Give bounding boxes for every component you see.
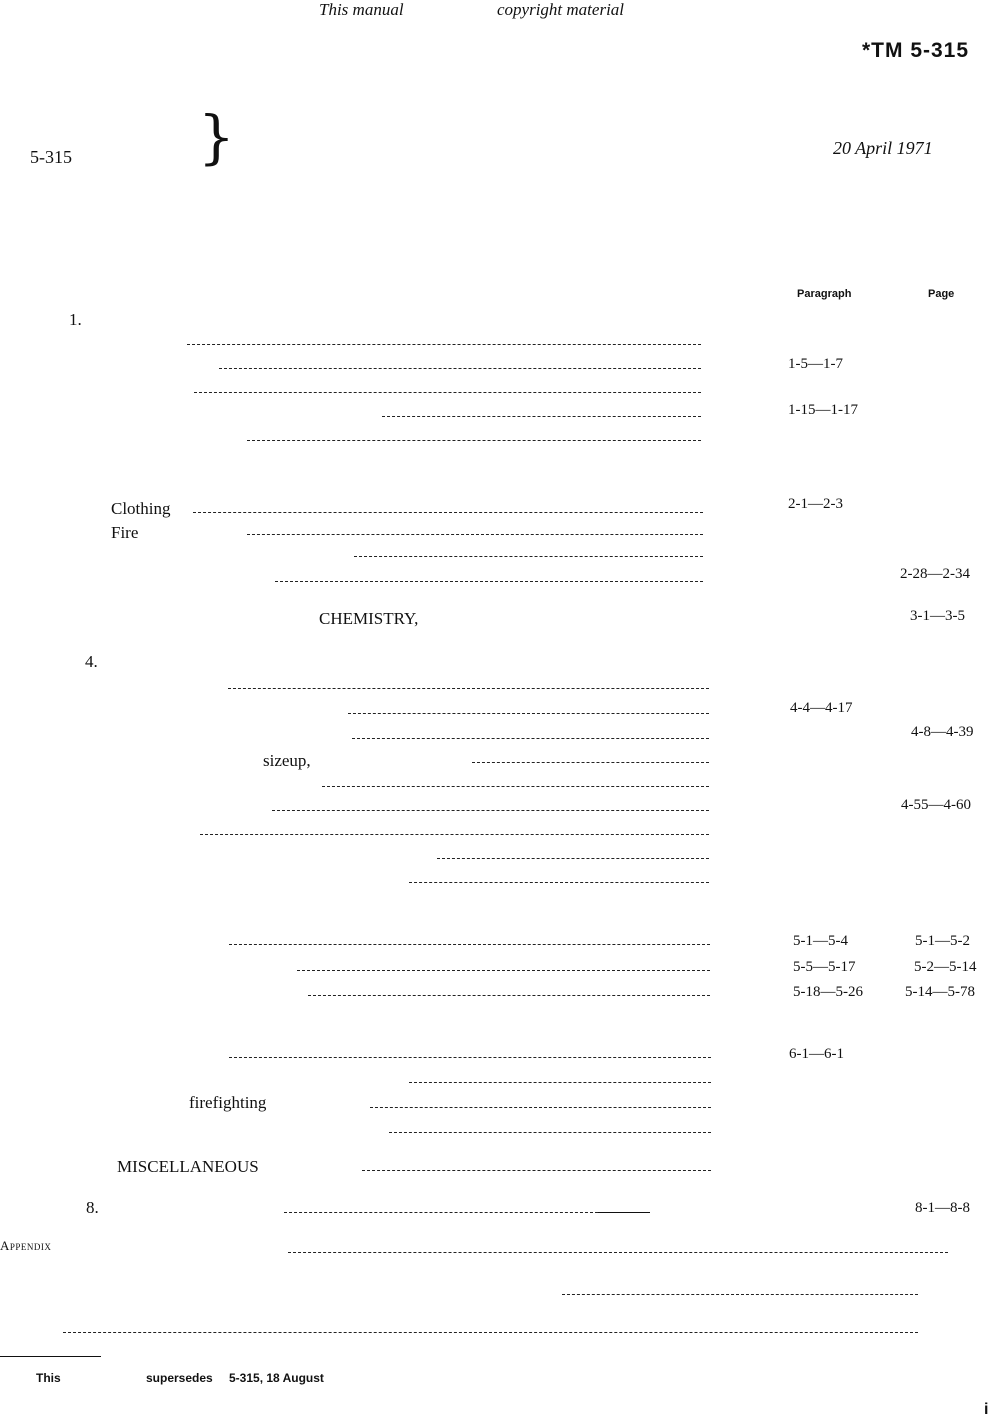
- leader-line: [272, 810, 709, 811]
- chapter-4-page-b: 4-55—4-60: [901, 797, 971, 813]
- brace-symbol: }: [198, 103, 235, 171]
- chapter-1-number: 1.: [69, 310, 82, 329]
- leader-line: [354, 556, 703, 557]
- footnote-superseded-reference: 5-315, 18 August: [229, 1371, 324, 1385]
- leader-line: [219, 368, 701, 369]
- footnote-rule: [0, 1356, 101, 1357]
- leader-line: [193, 512, 703, 513]
- leader-line: [437, 858, 709, 859]
- column-page: Page: [928, 288, 955, 300]
- chapter-2-page: 2-28—2-34: [900, 566, 970, 582]
- leader-line: [352, 738, 709, 739]
- chapter-1-paragraph-b: 1-15—1-17: [788, 402, 858, 418]
- leader-line: [389, 1132, 711, 1133]
- leader-line: [229, 1057, 711, 1058]
- leader-line: [322, 786, 709, 787]
- chapter-5-paragraph-b: 5-5—5-17: [793, 959, 856, 975]
- leader-line: [382, 416, 701, 417]
- chapter-5-page-b: 5-2—5-14: [914, 959, 977, 975]
- chapter-7-label: MISCELLANEOUS: [117, 1157, 259, 1176]
- leader-line: [63, 1332, 918, 1333]
- leader-line: [409, 1082, 711, 1083]
- footnote-this: This: [36, 1371, 61, 1385]
- leader-line: [194, 392, 701, 393]
- leader-line: [284, 1212, 598, 1213]
- chapter-2-paragraph: 2-1—2-3: [788, 496, 843, 512]
- chapter-5-page-a: 5-1—5-2: [915, 933, 970, 949]
- leader-line: [370, 1107, 711, 1108]
- chapter-4-sizeup: sizeup,: [263, 751, 311, 770]
- column-paragraph: Paragraph: [797, 288, 852, 300]
- document-id: *TM 5-315: [862, 39, 970, 62]
- leader-line: [288, 1252, 948, 1253]
- leader-line: [348, 713, 709, 714]
- chapter-3-page: 3-1—3-5: [910, 608, 965, 624]
- leader-line: [200, 834, 709, 835]
- leader-line: [409, 882, 709, 883]
- publication-date: 20 April 1971: [833, 138, 933, 158]
- chapter-6-paragraph: 6-1—6-1: [789, 1046, 844, 1062]
- chapter-1-paragraph-a: 1-5—1-7: [788, 356, 843, 372]
- leader-line: [472, 762, 709, 763]
- leader-line: [247, 534, 703, 535]
- chapter-2-fire: Fire: [111, 523, 139, 542]
- leader-line: [362, 1170, 711, 1171]
- leader-line: [228, 688, 709, 689]
- chapter-4-page-a: 4-8—4-39: [911, 724, 974, 740]
- chapter-4-paragraph: 4-4—4-17: [790, 700, 853, 716]
- notice-right: copyright material: [497, 0, 625, 19]
- chapter-4-number: 4.: [85, 652, 98, 671]
- chapter-3-label: CHEMISTRY,: [319, 609, 419, 628]
- footnote-supersedes: supersedes: [146, 1371, 213, 1385]
- chapter-6-firefighting: firefighting: [189, 1093, 267, 1112]
- leader-line: [297, 970, 710, 971]
- chapter-5-page-c: 5-14—5-78: [905, 984, 975, 1000]
- leader-line: [229, 944, 710, 945]
- chapter-8-page: 8-1—8-8: [915, 1200, 970, 1216]
- leader-line: [187, 344, 701, 345]
- chapter-5-paragraph-c: 5-18—5-26: [793, 984, 863, 1000]
- chapter-8-number: 8.: [86, 1198, 99, 1217]
- leader-line: [247, 440, 701, 441]
- appendix-label: Appendix: [0, 1238, 52, 1253]
- leader-line: [562, 1294, 918, 1295]
- tm-number: 5-315: [30, 147, 72, 167]
- page-number: i: [984, 1401, 989, 1418]
- leader-line: [598, 1212, 650, 1213]
- notice-left: This manual: [319, 0, 404, 19]
- leader-line: [275, 581, 703, 582]
- chapter-5-paragraph-a: 5-1—5-4: [793, 933, 848, 949]
- chapter-2-clothing: Clothing: [111, 499, 171, 518]
- leader-line: [308, 995, 710, 996]
